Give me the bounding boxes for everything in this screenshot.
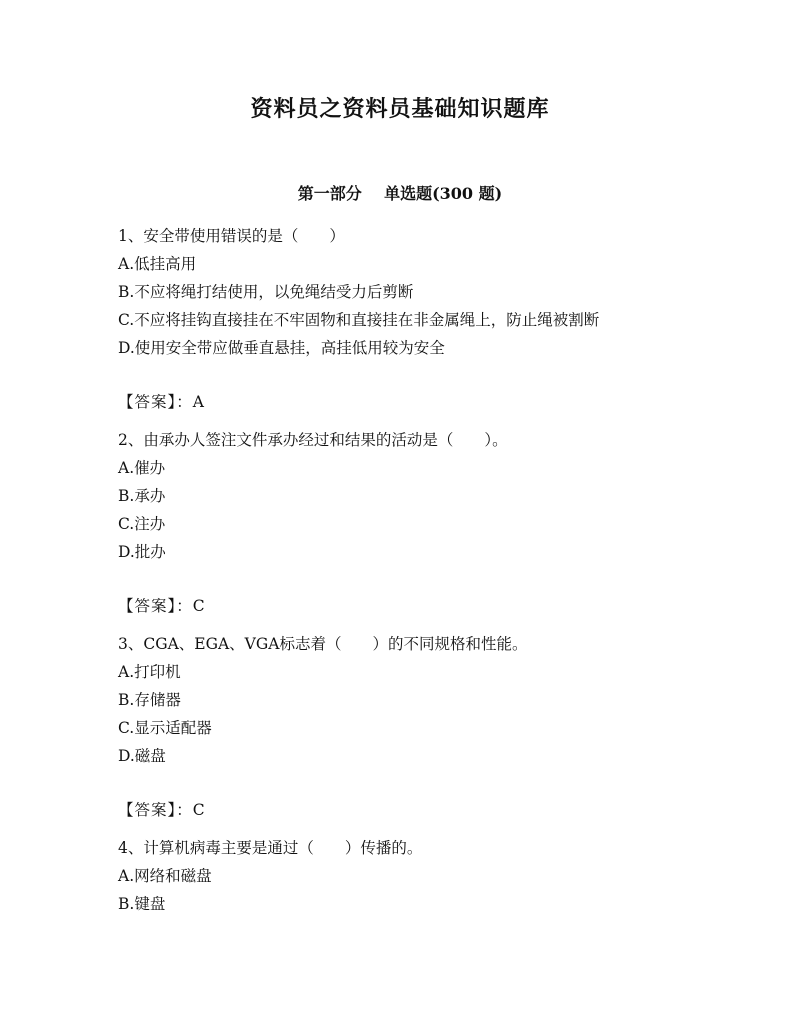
answer-value: C	[192, 597, 205, 615]
option-a: A.网络和磁盘	[118, 867, 212, 885]
option-d: D.批办	[118, 543, 166, 561]
answer-value: C	[192, 801, 205, 819]
question-item	[118, 222, 678, 362]
option-b: B.存储器	[118, 691, 181, 709]
question-item	[118, 426, 678, 566]
option-c: C.注办	[118, 515, 166, 533]
answer-label: 【答案】：	[118, 801, 193, 819]
option-a: A.低挂高用	[118, 255, 197, 273]
option-b: B.键盘	[118, 895, 166, 913]
question-list	[118, 222, 678, 944]
section-title: 第一部分 单选题(300 题)	[297, 184, 503, 203]
question-stem: 2、由承办人签注文件承办经过和结果的活动是（ ）。	[118, 431, 508, 449]
answer-label: 【答案】：	[118, 393, 193, 411]
answer-line	[118, 796, 678, 824]
answer-value: A	[192, 393, 204, 411]
question-stem: 4、计算机病毒主要是通过（ ）传播的。	[118, 839, 423, 857]
option-c: C.不应将挂钩直接挂在不牢固物和直接挂在非金属绳上，防止绳被割断	[118, 311, 600, 329]
question-item	[118, 630, 678, 770]
option-a: A.催办	[118, 459, 166, 477]
option-b: B.不应将绳打结使用，以免绳结受力后剪断	[118, 283, 414, 301]
document-title: 资料员之资料员基础知识题库	[250, 96, 550, 122]
answer-line	[118, 388, 678, 416]
option-d: D.磁盘	[118, 747, 166, 765]
question-stem: 3、CGA、EGA、VGA标志着（ ）的不同规格和性能。	[118, 635, 528, 653]
option-a: A.打印机	[118, 663, 181, 681]
option-b: B.承办	[118, 487, 166, 505]
option-c: C.显示适配器	[118, 719, 212, 737]
question-stem: 1、安全带使用错误的是（ ）	[118, 227, 345, 245]
answer-label: 【答案】：	[118, 597, 193, 615]
question-item	[118, 834, 678, 918]
option-d: D.使用安全带应做垂直悬挂，高挂低用较为安全	[118, 339, 445, 357]
answer-line	[118, 592, 678, 620]
